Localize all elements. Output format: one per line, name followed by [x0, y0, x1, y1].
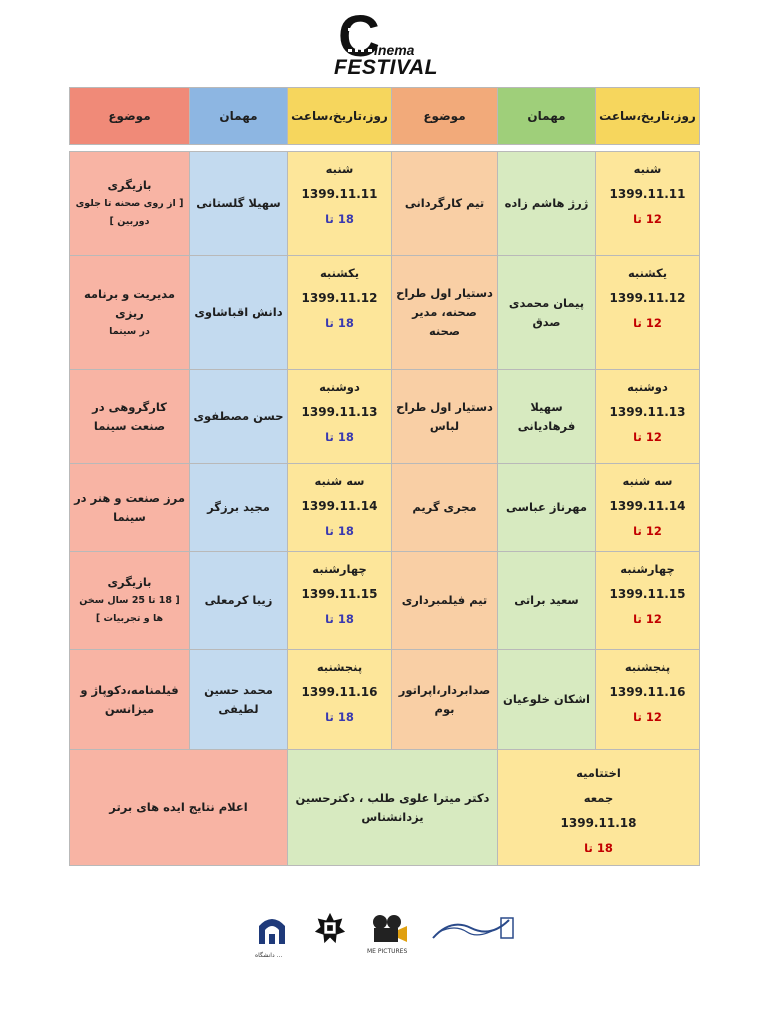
day-label: چهارشنبه — [312, 562, 367, 576]
header-guest-a: مهمان — [498, 88, 596, 145]
closing-announcement: اعلام نتایج ایده های برتر — [70, 750, 288, 866]
header-topic-a: موضوع — [392, 88, 498, 145]
header-guest-b: مهمان — [190, 88, 288, 145]
guest-b: زیبا کرمعلی — [190, 552, 288, 650]
guest-b: مجید برزگر — [190, 464, 288, 552]
time-label: 18 تا — [325, 212, 354, 226]
date-label: 1399.11.15 — [609, 587, 686, 601]
session-b-time-cell — [288, 650, 392, 750]
logo-word-cinema: inema — [374, 42, 415, 58]
session-a-time-cell — [596, 552, 700, 650]
topic-b-cell — [70, 152, 190, 256]
closing-time: 18 تا — [584, 840, 613, 855]
date-label: 1399.11.12 — [301, 291, 378, 305]
pictures-caption: ME PICTURES — [367, 948, 408, 955]
time-label: 12 تا — [633, 316, 662, 330]
topic-b-sub: [ 18 تا 25 سال سخن ها و تجربیات ] — [79, 595, 180, 624]
day-label: دوشنبه — [319, 380, 360, 394]
topic-b: کارگروهی در صنعت سینما — [70, 370, 190, 464]
date-label: 1399.11.11 — [609, 187, 686, 201]
date-label: 1399.11.14 — [301, 499, 378, 513]
topic-a: تیم کارگردانی — [392, 152, 498, 256]
time-label: 12 تا — [633, 212, 662, 226]
date-label: 1399.11.13 — [301, 405, 378, 419]
session-b-time-cell — [288, 152, 392, 256]
topic-b-cell — [70, 256, 190, 370]
session-a-time-cell — [596, 370, 700, 464]
topic-b: بازیگری — [107, 575, 152, 589]
topic-b-sub: در سینما — [109, 325, 150, 337]
topic-a: تیم فیلمبرداری — [392, 552, 498, 650]
guest-b: حسن مصطفوی — [190, 370, 288, 464]
topic-a: دستیار اول طراح لباس — [392, 370, 498, 464]
topic-b-cell — [70, 552, 190, 650]
topic-a: صدابردار،اپراتور بوم — [392, 650, 498, 750]
guest-a: پیمان محمدی صدق — [498, 256, 596, 370]
date-label: 1399.11.12 — [609, 291, 686, 305]
date-label: 1399.11.15 — [301, 587, 378, 601]
closing-date: 1399.11.18 — [560, 815, 637, 830]
header-row — [70, 88, 700, 145]
session-b-time-cell — [288, 464, 392, 552]
closing-guests: دکتر میترا علوی طلب ، دکترحسین یزدانشناس — [288, 750, 498, 866]
table-row — [70, 464, 700, 552]
header-topic-b: موضوع — [70, 88, 190, 145]
guest-b: دانش اقباشاوی — [190, 256, 288, 370]
topic-a: دستیار اول طراح صحنه، مدیر صحنه — [392, 256, 498, 370]
day-label: سه شنبه — [314, 474, 365, 488]
date-label: 1399.11.16 — [301, 685, 378, 699]
cinema-festival-logo — [330, 4, 450, 80]
table-row — [70, 552, 700, 650]
time-label: 18 تا — [325, 710, 354, 724]
session-b-time-cell — [288, 370, 392, 464]
guest-a: اشکان خلوعیان — [498, 650, 596, 750]
spacer-row — [70, 145, 700, 152]
logo-word-festival: FESTIVAL — [334, 56, 438, 79]
day-label: یکشنبه — [627, 266, 668, 280]
topic-b: فیلمنامه،دکوپاژ و میزانسن — [70, 650, 190, 750]
time-label: 12 تا — [633, 710, 662, 724]
schedule-table — [69, 87, 700, 866]
date-label: 1399.11.14 — [609, 499, 686, 513]
day-label: شنبه — [633, 162, 662, 176]
session-a-time-cell — [596, 152, 700, 256]
guest-a: ژرژ هاشم زاده — [498, 152, 596, 256]
topic-b: مدیریت و برنامه ریزی — [83, 286, 176, 320]
header-day-date-time-a: روز،تاریخ،ساعت — [596, 88, 700, 145]
session-a-time-cell — [596, 464, 700, 552]
table-row — [70, 152, 700, 256]
closing-time-cell — [498, 750, 700, 866]
university-caption: دانشگاه ... — [255, 952, 283, 959]
table-row — [70, 370, 700, 464]
time-label: 18 تا — [325, 612, 354, 626]
guest-a: مهرناز عباسی — [498, 464, 596, 552]
header-day-date-time-b: روز،تاریخ،ساعت — [288, 88, 392, 145]
day-label: دوشنبه — [627, 380, 668, 394]
date-label: 1399.11.13 — [609, 405, 686, 419]
guest-a: سهیلا فرهادیانی — [498, 370, 596, 464]
session-b-time-cell — [288, 256, 392, 370]
session-a-time-cell — [596, 256, 700, 370]
guest-b: محمد حسین لطیفی — [190, 650, 288, 750]
time-label: 12 تا — [633, 430, 662, 444]
table-row — [70, 650, 700, 750]
calligraphy-logo-icon — [431, 910, 515, 946]
table-row — [70, 256, 700, 370]
session-b-time-cell — [288, 552, 392, 650]
day-label: سه شنبه — [622, 474, 673, 488]
closing-title: اختتامیه — [576, 765, 621, 780]
day-label: پنجشنبه — [624, 660, 671, 674]
closing-day: جمعه — [583, 790, 614, 805]
cultural-emblem-icon — [313, 910, 347, 946]
day-label: پنجشنبه — [316, 660, 363, 674]
topic-a: مجری گریم — [392, 464, 498, 552]
closing-row — [70, 750, 700, 866]
guest-a: سعید براتی — [498, 552, 596, 650]
university-emblem-icon — [255, 910, 289, 952]
topic-b: مرز صنعت و هنر در سینما — [70, 464, 190, 552]
guest-b: سهیلا گلستانی — [190, 152, 288, 256]
time-label: 18 تا — [325, 524, 354, 538]
day-label: چهارشنبه — [620, 562, 675, 576]
footer-logos — [255, 910, 515, 960]
date-label: 1399.11.16 — [609, 685, 686, 699]
time-label: 12 تا — [633, 524, 662, 538]
time-label: 12 تا — [633, 612, 662, 626]
day-label: شنبه — [325, 162, 354, 176]
logo-letter-c: C — [338, 4, 378, 69]
topic-b-sub: [ از روی صحنه تا جلوی دوربین ] — [75, 198, 184, 227]
time-label: 18 تا — [325, 430, 354, 444]
time-label: 18 تا — [325, 316, 354, 330]
topic-b: بازیگری — [107, 178, 152, 192]
session-a-time-cell — [596, 650, 700, 750]
day-label: یکشنبه — [319, 266, 360, 280]
date-label: 1399.11.11 — [301, 187, 378, 201]
